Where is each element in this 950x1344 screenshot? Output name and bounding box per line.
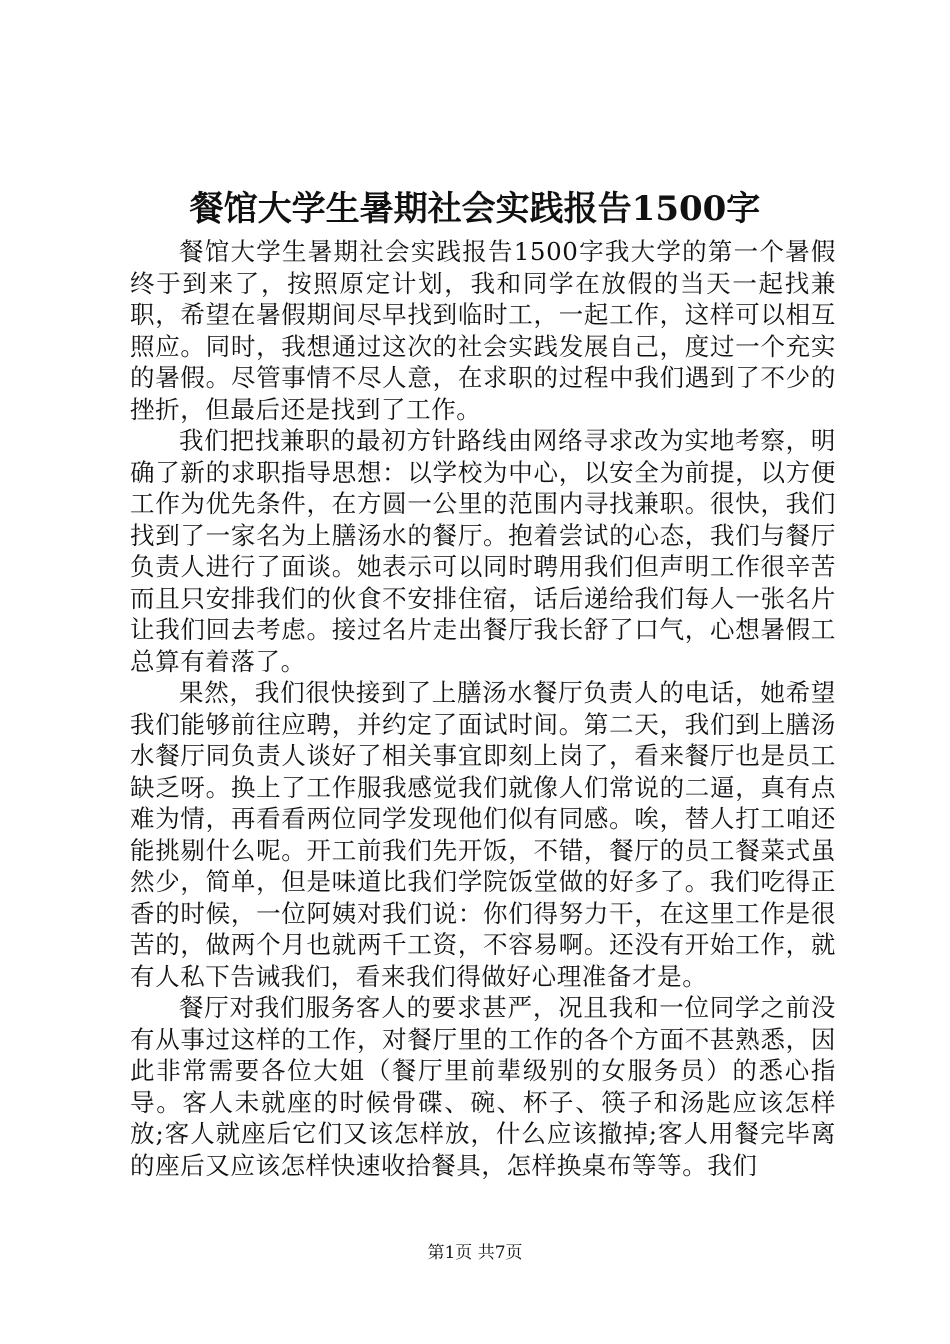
paragraph: 我们把找兼职的最初方针路线由网络寻求改为实地考察，明确了新的求职指导思想：以学校为中心，以安全为前提，以方便工作为优先条件，在方圆一公里的范围内寻找兼职。很快，我们找到了一家名为上膳汤水的餐厅。抱着尝试的心态，我们与餐厅负责人进行了面谈。她表示可以同时聘用我们但声明工作很辛苦而且只安排我们的伙食不安排住宿，话后递给我们每人一张名片让我们回去考虑。接过名片走出餐厅我长舒了口气，心想暑假工总算有着落了。 — [130, 426, 836, 676]
paragraph: 餐馆大学生暑期社会实践报告1500字我大学的第一个暑假终于到来了，按照原定计划，我和同学在放假的当天一起找兼职，希望在暑假期间尽早找到临时工，一起工作，这样可以相互照应。同时，我想通过这次的社会实践发展自己，度过一个充实的暑假。尽管事情不尽人意，在求职的过程中我们遇到了不少的挫折，但最后还是找到了工作。 — [130, 237, 836, 424]
paragraph: 果然，我们很快接到了上膳汤水餐厅负责人的电话，她希望我们能够前往应聘，并约定了面试时间。第二天，我们到上膳汤水餐厅同负责人谈好了相关事宜即刻上岗了，看来餐厅也是员工缺乏呀。换上了工作服我感觉我们就像人们常说的二逼，真有点难为情，再看看两位同学发现他们似有同感。唉，替人打工咱还能挑剔什么呢。开工前我们先开饭，不错，餐厅的员工餐菜式虽然少，简单，但是味道比我们学院饭堂做的好多了。我们吃得正香的时候，一位阿姨对我们说：你们得努力干，在这里工作是很苦的，做两个月也就两千工资，不容易啊。还没有开始工作，就有人私下告诫我们，看来我们得做好心理准备才是。 — [130, 678, 836, 991]
document-title: 餐馆大学生暑期社会实践报告1500字 — [189, 189, 761, 229]
paragraph: 餐厅对我们服务客人的要求甚严，况且我和一位同学之前没有从事过这样的工作，对餐厅里的工作的各个方面不甚熟悉，因此非常需要各位大姐（餐厅里前辈级别的女服务员）的悉心指导。客人未就座的时候骨碟、碗、杯子、筷子和汤匙应该怎样放;客人就座后它们又该怎样放，什么应该撤掉;客人用餐完毕离的座后又应该怎样快速收拾餐具，怎样换桌布等等。我们 — [130, 993, 836, 1180]
page-footer — [0, 1241, 950, 1265]
document-body — [130, 236, 836, 1181]
page-number-indicator: 第1页 共7页 — [427, 1243, 523, 1263]
